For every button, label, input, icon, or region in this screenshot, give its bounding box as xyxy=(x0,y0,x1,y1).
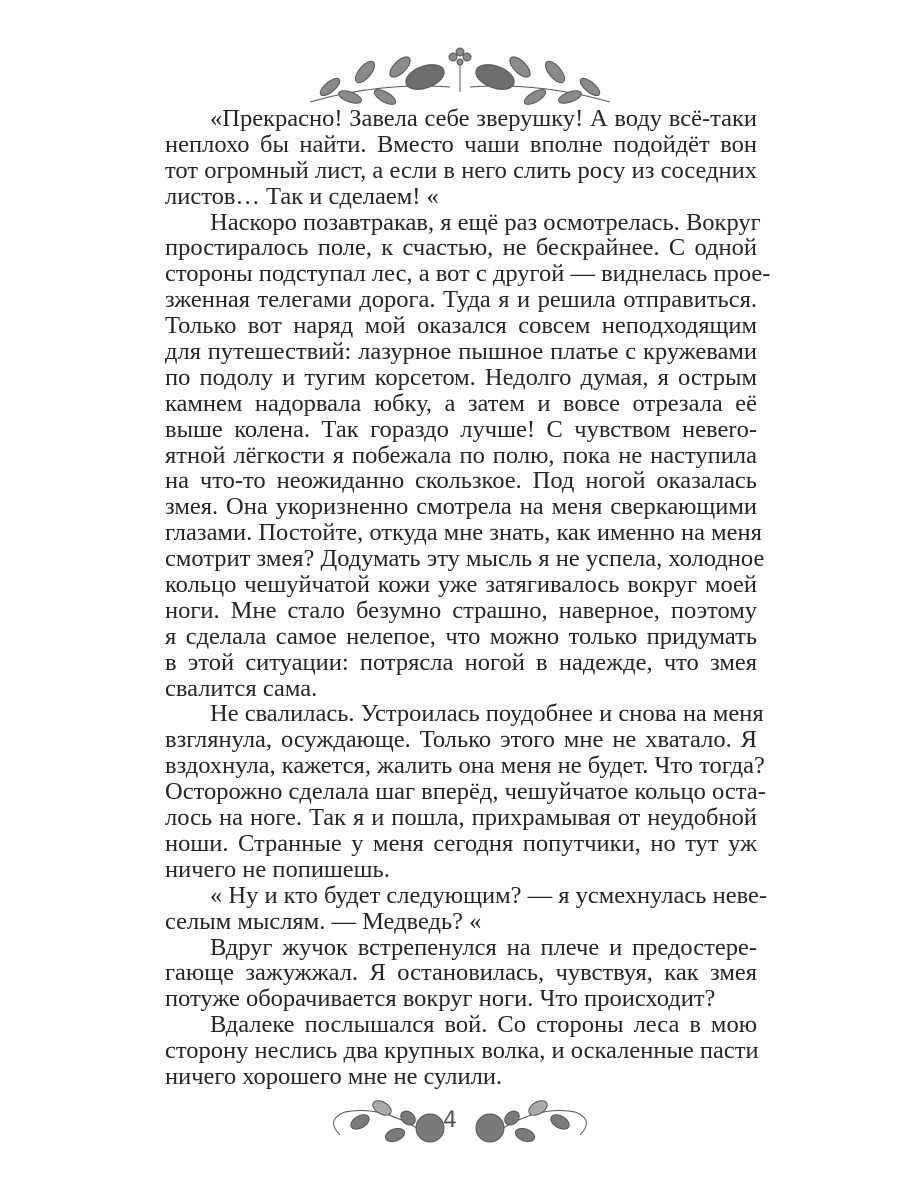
text-line: смотрит змея? Додумать эту мысль я не успела, холодное xyxy=(165,545,765,573)
text-line: змея. Она укоризненно смотрела на меня сверкающими xyxy=(165,493,757,521)
text-line: ничего не попишешь. xyxy=(165,855,390,883)
paragraph xyxy=(165,208,771,702)
text-line: вздохнула, кажется, жалить она меня не будет. Что тогда? xyxy=(165,752,765,780)
text-line: лось на ноге. Так я и пошла, прихрамывая от неудобной xyxy=(165,804,757,832)
paragraph xyxy=(165,1012,757,1090)
text-line: Осторожно сделала шаг вперёд, чешуйчатое кольцо оста- xyxy=(165,778,766,806)
text-line: на что-то неожиданно скользкое. Под ногой оказалась xyxy=(165,467,757,495)
text-line: камнем надорвала юбку, а затем и вовсе отрезала её xyxy=(165,389,757,417)
text-line: по подолу и тугим корсетом. Недолго думая, я острым xyxy=(165,363,757,391)
text-line: « Ну и кто будет следующим? — я усмехнулась неве- xyxy=(210,881,768,909)
paragraph xyxy=(165,106,757,210)
text-line: потуже оборачивается вокруг ноги. Что происходит? xyxy=(165,985,716,1013)
text-line: взглянула, осуждающе. Только этого мне не хватало. Я xyxy=(165,726,757,754)
leaf-garland-icon xyxy=(300,42,620,112)
paragraph xyxy=(165,700,766,883)
text-line: селым мыслям. — Медведь? « xyxy=(165,907,482,935)
text-line: тот огромный лист, а если в него слить росу из соседних xyxy=(165,156,757,184)
text-line: я сделала самое нелепое, что можно только придумать xyxy=(165,622,757,650)
text-line: «Прекрасно! Завела себе зверушку! А воду всё-таки xyxy=(210,105,757,132)
text-line: ноши. Странные у меня сегодня попутчики, но тут уж xyxy=(165,829,757,857)
text-line: выше колена. Так гораздо лучше! С чувством невero- xyxy=(165,415,757,443)
text-line: свалится сама. xyxy=(165,674,318,702)
text-line: Наскоро позавтракав, я ещё раз осмотрелась. Вокруг xyxy=(210,208,761,236)
text-line: листов… Так и сделаем! « xyxy=(165,182,439,210)
text-line: Вдруг жучок встрепенулся на плече и предостере- xyxy=(210,933,757,961)
text-line: глазами. Постойте, откуда мне знать, как именно на меня xyxy=(165,519,762,547)
text-line: сторону неслись два крупных волка, и оскаленные пасти xyxy=(165,1037,759,1065)
leaf-scroll-icon xyxy=(320,1100,600,1150)
text-line: кольцо чешуйчатой кожи уже затягивалось вокруг моей xyxy=(165,571,757,599)
text-line: ничего хорошего мне не сулили. xyxy=(165,1062,503,1090)
page-number: 4 xyxy=(443,1108,457,1133)
text-line: в этой ситуации: потрясла ногой в надежде, что змея xyxy=(165,648,757,676)
text-line: ноги. Мне стало безумно страшно, наверное, поэтому xyxy=(165,596,757,624)
paragraph xyxy=(165,935,757,1013)
text-line: для путешествий: лазурное пышное платье с кружевами xyxy=(165,338,757,366)
text-line: гающе зажужжал. Я остановилась, чувствуя, как змея xyxy=(165,959,757,987)
text-line: зженная телегами дорога. Туда я и решила отправиться. xyxy=(165,286,757,314)
text-line: стороны подступал лес, а вот с другой — виднелась прое- xyxy=(165,260,771,288)
book-text xyxy=(165,105,771,1090)
text-line: Не свалилась. Устроилась поудобнее и снова на меня xyxy=(210,700,764,728)
text-line: Вдалеке послышался вой. Со стороны леса в мою xyxy=(210,1011,757,1039)
text-line: Только вот наряд мой оказался совсем неподходящим xyxy=(165,312,757,340)
text-line: простиралось поле, к счастью, не бескрайнее. С одной xyxy=(165,234,757,262)
text-line: ятной лёгкости я побежала по полю, пока не наступила xyxy=(165,441,757,469)
paragraph xyxy=(165,881,768,935)
text-line: неплохо бы найти. Вместо чаши вполне подойдёт вон xyxy=(165,130,757,158)
